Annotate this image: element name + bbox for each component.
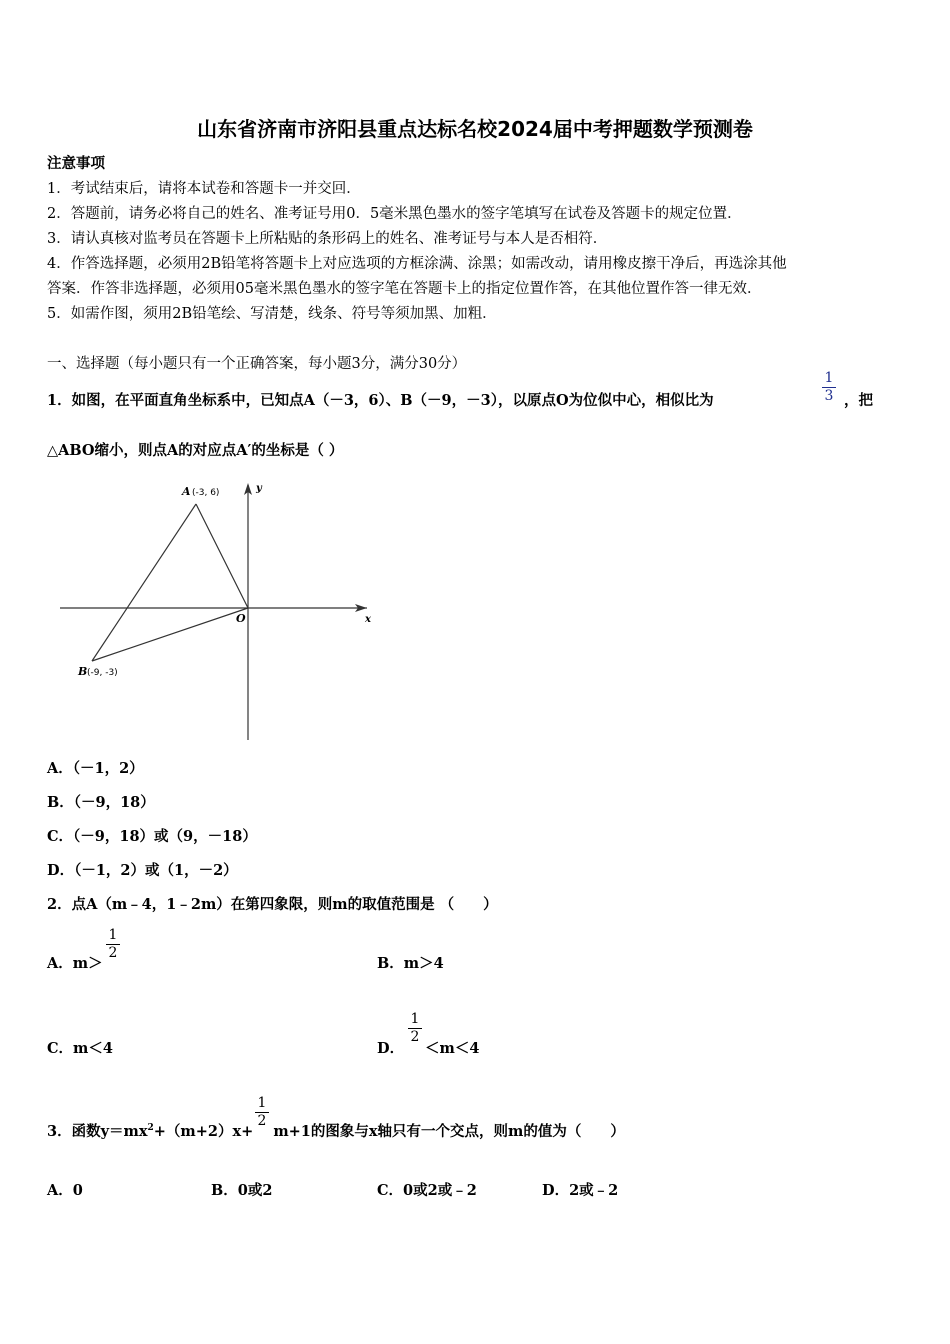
label-x: x (365, 614, 371, 625)
q2-option-d-tail: ＜m＜4 (425, 1040, 480, 1057)
notice-item-4: 4．作答选择题，必须用2B铅笔将答题卡上对应选项的方框涂满、涂黑；如需改动，请用橡皮擦干净后，再选涂其他 (47, 256, 787, 272)
label-A: A (182, 485, 191, 498)
page-title: 山东省济南市济阳县重点达标名校2024届中考押题数学预测卷 (197, 117, 753, 141)
notice-item-4-cont: 答案．作答非选择题，必须用05毫米黑色墨水的签字笔在答题卡上的指定位置作答，在其他位置作答一律无效． (47, 281, 762, 297)
q2-option-a-fraction (106, 928, 120, 961)
label-O: O (236, 612, 246, 625)
q3-frac-num: 1 (257, 1095, 267, 1111)
q2-option-c: C．m＜4 (47, 1040, 113, 1057)
q2-d-frac-den: 2 (410, 1029, 420, 1045)
q2-a-frac-den: 2 (108, 945, 118, 961)
label-y: y (256, 483, 262, 494)
notice-item-5: 5．如需作图，须用2B铅笔绘、写清楚，线条、符号等须加黑、加粗． (47, 306, 497, 322)
notice-heading: 注意事项 (47, 155, 105, 172)
q2-stem: 2．点A（m﹣4，1﹣2m）在第四象限，则m的取值范围是 （ ） (47, 896, 498, 913)
segment-BO (92, 608, 248, 661)
q1-frac-den: 3 (824, 388, 834, 404)
q3-stem-c: m+1的图象与x轴只有一个交点，则m的值为（ ） (273, 1123, 625, 1140)
notice-item-3: 3．请认真核对监考员在答题卡上所粘贴的条形码上的姓名、准考证号与本人是否相符． (47, 231, 608, 247)
coord-B: (-9, -3) (87, 668, 118, 678)
q1-frac-num: 1 (824, 370, 834, 386)
q2-option-b: B．m＞4 (377, 955, 444, 972)
notice-item-1: 1．考试结束后，请将本试卷和答题卡一并交回． (47, 181, 361, 197)
segment-AB (92, 504, 196, 661)
q1-option-c: C．（－9，18）或（9，－18） (47, 828, 257, 845)
q3-stem-b: +（m+2）x+ (153, 1123, 254, 1140)
q3-option-c: C．0或2或﹣2 (377, 1182, 477, 1199)
q3-option-d: D．2或﹣2 (542, 1182, 619, 1199)
q3-option-b: B．0或2 (211, 1182, 273, 1199)
segment-AO (196, 504, 248, 608)
label-B: B (78, 665, 88, 678)
q3-stem (47, 1120, 625, 1141)
section-heading: 一、选择题（每小题只有一个正确答案，每小题3分，满分30分） (47, 356, 467, 372)
q3-stem-a: 3．函数y＝mx (47, 1123, 148, 1140)
notice-item-2: 2．答题前，请务必将自己的姓名、准考证号用0．5毫米黑色墨水的签字笔填写在试卷及答题卡的规定位置． (47, 206, 742, 222)
q1-stem-line1: 1．如图，在平面直角坐标系中，已知点A（－3，6）、B（－9，－3），以原点O为位似中心，相似比为 (47, 392, 714, 409)
q2-option-a: A．m＞ (47, 955, 103, 972)
q3-frac-den: 2 (257, 1113, 267, 1129)
q2-d-frac-num: 1 (410, 1011, 420, 1027)
q1-option-a: A．（－1，2） (47, 760, 144, 777)
q1-stem-line2: △ABO缩小，则点A的对应点A′的坐标是（ ） (47, 442, 344, 459)
q1-coordinate-figure (55, 475, 385, 745)
q1-option-b: B．（－9，18） (47, 794, 155, 811)
q3-fraction (255, 1096, 269, 1129)
q3-stem-sup: 2 (147, 1123, 154, 1134)
q2-option-d-fraction (408, 1012, 422, 1045)
q2-option-d-label: D． (377, 1040, 405, 1057)
q1-stem-line1-tail: ，把 (844, 392, 873, 409)
coord-A: (-3, 6) (192, 488, 220, 498)
q1-ratio-fraction (822, 371, 836, 404)
q3-option-a: A．0 (47, 1182, 83, 1199)
q1-option-d: D．（－1，2）或（1，－2） (47, 862, 238, 879)
q2-a-frac-num: 1 (108, 927, 118, 943)
